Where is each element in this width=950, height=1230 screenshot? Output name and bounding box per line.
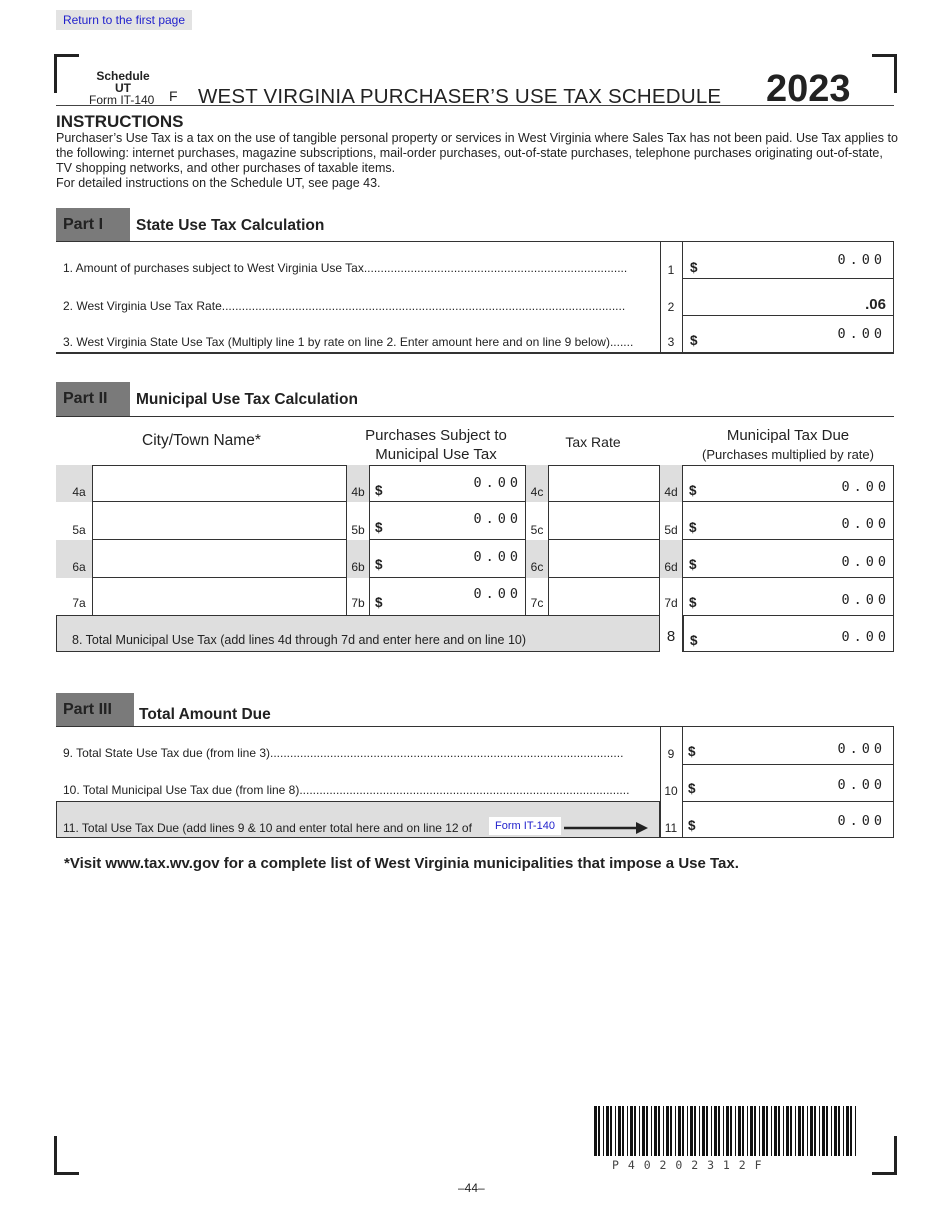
- barcode-bar: [627, 1106, 628, 1156]
- page-title: WEST VIRGINIA PURCHASER’S USE TAX SCHEDULE: [198, 85, 722, 108]
- corner-mark-top-left: [54, 54, 79, 93]
- barcode-bar: [682, 1106, 684, 1156]
- col-header-purchases: [348, 426, 524, 464]
- barcode-bar: [810, 1106, 813, 1156]
- line5d-due-input[interactable]: [682, 502, 894, 540]
- line6d-amount: 0.00: [841, 554, 890, 570]
- schedule-word: Schedule: [96, 69, 150, 83]
- line6c-rate-input[interactable]: [548, 540, 660, 578]
- line4a-number: 4a: [72, 485, 86, 499]
- line10-dollar-sign: $: [688, 781, 696, 796]
- line6d-number: 6d: [664, 560, 678, 574]
- barcode-bar: [783, 1106, 784, 1156]
- line7b-number: 7b: [351, 596, 365, 610]
- line4d-amount: 0.00: [841, 479, 890, 495]
- barcode-bar: [834, 1106, 837, 1156]
- barcode-bar: [855, 1106, 856, 1156]
- barcode-bar: [646, 1106, 648, 1156]
- grid-line: [682, 764, 893, 765]
- barcode-bar: [771, 1106, 772, 1156]
- barcode-bar: [675, 1106, 676, 1156]
- part2-table: [56, 465, 894, 653]
- schedule-label: [84, 70, 162, 94]
- barcode-bar: [610, 1106, 612, 1156]
- grid-line: [660, 837, 894, 838]
- barcode-bar: [658, 1106, 660, 1156]
- barcode-bar: [690, 1106, 693, 1156]
- part1-tab: Part I: [56, 208, 130, 242]
- line11-amount-input[interactable]: 0.00: [837, 813, 886, 829]
- line4c-rate-input[interactable]: [548, 465, 660, 502]
- line7c-number: 7c: [530, 596, 544, 610]
- f-mark: F: [169, 88, 178, 104]
- barcode-bar: [603, 1106, 604, 1156]
- line5c-number: 5c: [530, 523, 544, 537]
- line9-amount-input[interactable]: 0.00: [837, 741, 886, 757]
- barcode-bar: [726, 1106, 729, 1156]
- line6d-dollar-sign: $: [689, 557, 697, 572]
- barcode-bar: [790, 1106, 792, 1156]
- part1-table: [56, 241, 894, 354]
- barcode-bar: [702, 1106, 705, 1156]
- col-header-purchases-line2: Municipal Use Tax: [375, 446, 497, 463]
- return-first-page-link[interactable]: Return to the first page: [56, 10, 192, 30]
- part3-tab: Part III: [56, 693, 134, 727]
- barcode-bar: [738, 1106, 741, 1156]
- line4c-number: 4c: [530, 485, 544, 499]
- instructions-body: Purchaser’s Use Tax is a tax on the use of tangible personal property or services in West Virginia where Sales Tax has not been paid. Use Tax applies to the following: internet purchases, magazine subscriptions, mail-order purchases, out-of-state purchases, telephone purchases originating out-of-state, TV shopping networks, and other purchases of taxable items.: [56, 131, 898, 175]
- line11-label: 11. Total Use Tax Due (add lines 9 & 10 and enter total here and on line 12 of: [63, 821, 472, 835]
- municipalities-footnote: *Visit www.tax.wv.gov for a complete list of West Virginia municipalities that impose a Use Tax.: [64, 855, 739, 872]
- arrow-right-icon: [564, 819, 648, 837]
- part3-table: [56, 726, 894, 840]
- line5b-dollar-sign: $: [375, 520, 383, 535]
- barcode-bar: [759, 1106, 760, 1156]
- grid-line: [893, 241, 894, 353]
- corner-mark-top-right: [872, 54, 897, 93]
- part3-title: Total Amount Due: [139, 706, 271, 723]
- col-header-purchases-line1: Purchases Subject to: [365, 427, 507, 444]
- barcode-bar: [846, 1106, 849, 1156]
- instructions-heading: INSTRUCTIONS: [56, 112, 184, 131]
- line6c-number: 6c: [530, 560, 544, 574]
- line4b-dollar-sign: $: [375, 483, 383, 498]
- line7d-due-input[interactable]: [682, 578, 894, 615]
- barcode-bar: [730, 1106, 732, 1156]
- line8-amount-input[interactable]: [682, 615, 894, 652]
- form-it140-link[interactable]: Form IT-140: [489, 817, 561, 835]
- line8-label: 8. Total Municipal Use Tax (add lines 4d through 7d and enter here and on line 10): [72, 633, 527, 647]
- barcode-bar: [742, 1106, 744, 1156]
- barcode-bar: [822, 1106, 825, 1156]
- part1-title: State Use Tax Calculation: [136, 217, 325, 234]
- barcode-bar: [843, 1106, 844, 1156]
- barcode-bar: [654, 1106, 657, 1156]
- line8-number: 8: [666, 628, 676, 645]
- barcode-bar: [774, 1106, 777, 1156]
- line9-dollar-sign: $: [688, 744, 696, 759]
- form-label: Form IT-140: [89, 93, 155, 107]
- barcode-bar: [622, 1106, 624, 1156]
- grid-line: [56, 726, 894, 727]
- corner-mark-bottom-left: [54, 1136, 79, 1175]
- barcode-bar: [666, 1106, 669, 1156]
- grid-line: [682, 278, 893, 279]
- line7b-amount: 0.00: [473, 586, 522, 602]
- line5c-rate-input[interactable]: [548, 502, 660, 540]
- barcode-bar: [714, 1106, 717, 1156]
- line11-number: 11: [664, 821, 678, 835]
- line6a-city-input[interactable]: [92, 540, 347, 578]
- line9-number: 9: [667, 747, 675, 761]
- barcode-bar: [838, 1106, 840, 1156]
- line3-label: 3. West Virginia State Use Tax (Multiply line 1 by rate on line 2. Enter amount here and on line 9 below).......: [63, 335, 634, 349]
- barcode-bar: [598, 1106, 600, 1156]
- line4a-city-input[interactable]: [92, 465, 347, 502]
- part2-rule: [56, 416, 894, 417]
- line7a-number: 7a: [72, 596, 86, 610]
- line4b-number: 4b: [351, 485, 365, 499]
- barcode-bar: [831, 1106, 832, 1156]
- barcode-bar: [850, 1106, 852, 1156]
- line8-amount: 0.00: [841, 629, 890, 645]
- corner-mark-bottom-right: [872, 1136, 897, 1175]
- grid-line: [893, 726, 894, 838]
- line11-dollar-sign: $: [688, 818, 696, 833]
- barcode-bar: [766, 1106, 768, 1156]
- barcode-bar: [718, 1106, 720, 1156]
- barcode-bar: [694, 1106, 696, 1156]
- grid-line: [682, 801, 894, 802]
- line5a-city-input[interactable]: [92, 502, 347, 540]
- barcode-bar: [819, 1106, 820, 1156]
- line10-label: 10. Total Municipal Use Tax due (from line 8)...................................................................................................: [63, 783, 630, 797]
- line4b-purchases-input[interactable]: [369, 465, 526, 502]
- barcode-bar: [634, 1106, 636, 1156]
- part2-title: Municipal Use Tax Calculation: [136, 391, 358, 408]
- instructions-more: For detailed instructions on the Schedule UT, see page 43.: [56, 176, 381, 190]
- line4d-number: 4d: [664, 485, 678, 499]
- barcode-bar: [651, 1106, 652, 1156]
- barcode-bar: [735, 1106, 736, 1156]
- barcode-bar: [723, 1106, 724, 1156]
- barcode-bar: [807, 1106, 808, 1156]
- page-number: –44–: [458, 1181, 485, 1195]
- line3-amount-input[interactable]: 0.00: [837, 326, 886, 342]
- col-header-due-line1: Municipal Tax Due: [726, 427, 850, 444]
- line6b-purchases-input[interactable]: [369, 540, 526, 578]
- line5b-amount: 0.00: [473, 511, 522, 527]
- line4d-due-input[interactable]: [682, 465, 894, 502]
- barcode-bar: [663, 1106, 664, 1156]
- line9-label: 9. Total State Use Tax due (from line 3)..........................................................................................................: [63, 746, 624, 760]
- col-header-due-line2: (Purchases multiplied by rate): [702, 447, 874, 462]
- line2-number: 2: [667, 300, 675, 314]
- line3-dollar-sign: $: [690, 333, 698, 348]
- line6b-dollar-sign: $: [375, 557, 383, 572]
- line6b-number: 6b: [351, 560, 365, 574]
- barcode-bar: [594, 1106, 597, 1156]
- line1-dollar-sign: $: [690, 260, 698, 275]
- header-divider: [56, 105, 894, 106]
- barcode-bar: [706, 1106, 708, 1156]
- line7a-city-input[interactable]: [92, 578, 347, 615]
- col-header-city: City/Town Name*: [142, 432, 261, 449]
- line4b-amount: 0.00: [473, 475, 522, 491]
- barcode-bar: [814, 1106, 816, 1156]
- barcode-bar: [795, 1106, 796, 1156]
- line1-label: 1. Amount of purchases subject to West Virginia Use Tax...............................................................................: [63, 261, 628, 275]
- barcode-bar: [826, 1106, 828, 1156]
- line7d-number: 7d: [664, 596, 678, 610]
- line7b-purchases-input[interactable]: [369, 578, 526, 615]
- barcode-bar: [615, 1106, 616, 1156]
- grid-line: [682, 315, 893, 316]
- line5b-purchases-input[interactable]: [369, 502, 526, 540]
- barcode-bar: [778, 1106, 780, 1156]
- barcode-bar: [618, 1106, 621, 1156]
- line7d-amount: 0.00: [841, 592, 890, 608]
- tax-year: 2023: [766, 68, 851, 110]
- line2-label: 2. West Virginia Use Tax Rate.........................................................................................................................: [63, 299, 626, 313]
- line5d-dollar-sign: $: [689, 520, 697, 535]
- barcode-bar: [639, 1106, 640, 1156]
- barcode-bar: [642, 1106, 645, 1156]
- barcode-image: [592, 1106, 860, 1162]
- line5d-amount: 0.00: [841, 516, 890, 532]
- line5a-number: 5a: [72, 523, 86, 537]
- schedule-code: UT: [115, 81, 131, 95]
- grid-line: [56, 352, 894, 354]
- line4d-dollar-sign: $: [689, 483, 697, 498]
- line7b-dollar-sign: $: [375, 595, 383, 610]
- line2-rate-value: .06: [865, 296, 886, 313]
- line7c-rate-input[interactable]: [548, 578, 660, 615]
- line1-amount-input[interactable]: 0.00: [837, 252, 886, 268]
- barcode-bar: [754, 1106, 756, 1156]
- barcode-bar: [699, 1106, 700, 1156]
- barcode-bar: [747, 1106, 748, 1156]
- barcode-bar: [687, 1106, 688, 1156]
- barcode-bar: [762, 1106, 765, 1156]
- line6a-number: 6a: [72, 560, 86, 574]
- line10-amount-input[interactable]: 0.00: [837, 777, 886, 793]
- col-header-due: [682, 426, 894, 464]
- barcode-bar: [606, 1106, 609, 1156]
- barcode-bar: [711, 1106, 712, 1156]
- line7d-dollar-sign: $: [689, 595, 697, 610]
- line5b-number: 5b: [351, 523, 365, 537]
- barcode-bar: [678, 1106, 681, 1156]
- line3-number: 3: [667, 335, 675, 349]
- col-header-rate: Tax Rate: [565, 434, 621, 450]
- barcode-bar: [802, 1106, 804, 1156]
- barcode-bar: [786, 1106, 789, 1156]
- barcode-bar: [750, 1106, 753, 1156]
- line6d-due-input[interactable]: [682, 540, 894, 578]
- line1-number: 1: [667, 263, 675, 277]
- line5d-number: 5d: [664, 523, 678, 537]
- grid-line: [682, 241, 683, 353]
- part2-tab: Part II: [56, 382, 130, 416]
- barcode-text: P 4 0 2 0 2 3 1 2 F: [612, 1158, 763, 1172]
- line8-dollar-sign: $: [690, 633, 698, 648]
- barcode-bar: [798, 1106, 801, 1156]
- barcode-bar: [670, 1106, 672, 1156]
- grid-line: [682, 726, 683, 838]
- barcode-bar: [630, 1106, 633, 1156]
- line10-number: 10: [664, 784, 678, 798]
- line6b-amount: 0.00: [473, 549, 522, 565]
- instructions-text: [56, 131, 901, 191]
